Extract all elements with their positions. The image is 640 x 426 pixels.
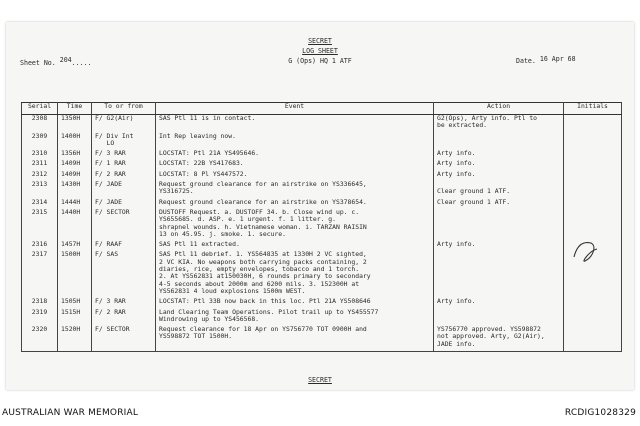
table-row — [22, 171, 622, 181]
row-initials — [564, 150, 622, 160]
row-event: LOCSTAT: 22B YS417683. — [156, 160, 434, 170]
row-time: 1520H — [58, 326, 92, 351]
table-row — [22, 181, 622, 199]
row-serial: 2315 — [22, 209, 58, 241]
col-serial: Serial — [22, 103, 58, 115]
row-to-or-from: F/ SECTOR — [92, 326, 156, 351]
row-event: Request clearance for 18 Apr on YS756770 TOT 0900H and YS598872 TOT 1500H. — [156, 326, 434, 351]
row-time: 1350H — [58, 115, 92, 133]
row-serial: 2316 — [22, 241, 58, 251]
log-table — [21, 102, 622, 352]
row-action — [434, 251, 564, 298]
row-to-or-from: F/ 2 RAR — [92, 171, 156, 181]
row-event: Int Rep leaving now. — [156, 133, 434, 151]
row-event: Request ground clearance for an airstrike on YS378654. — [156, 199, 434, 209]
log-sheet-page — [6, 22, 634, 390]
row-initials — [564, 309, 622, 327]
row-initials — [564, 209, 622, 241]
row-to-or-from: F/ 1 RAR — [92, 160, 156, 170]
row-action — [434, 309, 564, 327]
archive-reference: RCDIG1028329 — [564, 408, 636, 418]
row-serial: 2320 — [22, 326, 58, 351]
row-event: LOCSTAT: Ptl 33B now back in this loc. Ptl 21A YS508646 — [156, 298, 434, 308]
header-classification: SECRET — [308, 37, 332, 45]
row-to-or-from: F/ 2 RAR — [92, 309, 156, 327]
col-initials: Initials — [564, 103, 622, 115]
row-action: Arty info. — [434, 171, 564, 181]
archive-source: AUSTRALIAN WAR MEMORIAL — [2, 408, 139, 418]
table-row — [22, 241, 622, 251]
row-to-or-from: F/ SAS — [92, 251, 156, 298]
row-to-or-from: F/ G2(Air) — [92, 115, 156, 133]
row-to-or-from: F/ JADE — [92, 181, 156, 199]
row-to-or-from: F/ JADE — [92, 199, 156, 209]
col-action: Action — [434, 103, 564, 115]
row-initials — [564, 133, 622, 151]
row-initials — [564, 115, 622, 133]
table-row — [22, 160, 622, 170]
row-event: SAS Ptl 11 is in contact. — [156, 115, 434, 133]
row-serial: 2308 — [22, 115, 58, 133]
row-time: 1505H — [58, 298, 92, 308]
row-event: DUSTOFF Request. a. DUSTOFF 34. b. Close wind up. c. YS655685. d. ASP. e. 1 urgent. f. 1 litter. g. shrapnel wounds. h. Vietnamese woman. i. TARZAN RAISIN 13 on 45.95. j. smoke. 1. secure. — [156, 209, 434, 241]
row-event: LOCSTAT: 8 Pl YS447572. — [156, 171, 434, 181]
unit-name: G (Ops) HQ 1 ATF — [288, 57, 352, 65]
row-serial: 2319 — [22, 309, 58, 327]
row-time: 1409H — [58, 171, 92, 181]
row-time: 1356H — [58, 150, 92, 160]
row-action — [434, 133, 564, 151]
row-time: 1409H — [58, 160, 92, 170]
table-row — [22, 199, 622, 209]
col-time: Time — [58, 103, 92, 115]
table-row — [22, 298, 622, 308]
row-serial: 2311 — [22, 160, 58, 170]
row-time: 1457H — [58, 241, 92, 251]
sheet-number-field: Sheet No. 204..... — [20, 56, 92, 67]
date-label: Date — [516, 57, 532, 65]
row-initials — [564, 251, 622, 298]
row-action: Arty info. — [434, 150, 564, 160]
row-to-or-from: F/ RAAF — [92, 241, 156, 251]
row-action: G2(Ops), Arty info. Ptl to be extracted. — [434, 115, 564, 133]
footer-classification: SECRET — [308, 376, 332, 384]
row-initials — [564, 199, 622, 209]
row-serial: 2314 — [22, 199, 58, 209]
col-event: Event — [156, 103, 434, 115]
table-row — [22, 309, 622, 327]
row-action: Arty info. — [434, 241, 564, 251]
table-row — [22, 209, 622, 241]
row-to-or-from: F/ 3 RAR — [92, 298, 156, 308]
row-time: 1440H — [58, 209, 92, 241]
table-row — [22, 133, 622, 151]
date-field: Date. 16 Apr 68 — [516, 55, 576, 65]
row-initials — [564, 171, 622, 181]
row-to-or-from: F/ SECTOR — [92, 209, 156, 241]
row-serial: 2313 — [22, 181, 58, 199]
row-time: 1400H — [58, 133, 92, 151]
row-serial: 2309 — [22, 133, 58, 151]
row-event: Request ground clearance for an airstrike on YS336645, YS316725. — [156, 181, 434, 199]
row-action: Arty info. — [434, 298, 564, 308]
row-action: Arty info. — [434, 160, 564, 170]
row-initials — [564, 241, 622, 251]
row-initials — [564, 160, 622, 170]
row-time: 1500H — [58, 251, 92, 298]
log-title: LOG SHEET — [302, 47, 338, 55]
row-action: Clear ground 1 ATF. — [434, 181, 564, 199]
date-value: 16 Apr 68 — [539, 55, 576, 63]
row-serial: 2312 — [22, 171, 58, 181]
row-action — [434, 209, 564, 241]
table-row — [22, 251, 622, 298]
row-initials — [564, 181, 622, 199]
row-to-or-from: F/ 3 RAR — [92, 150, 156, 160]
row-time: 1515H — [58, 309, 92, 327]
table-header-row — [22, 103, 622, 115]
row-serial: 2318 — [22, 298, 58, 308]
row-event: SAS Ptl 11 extracted. — [156, 241, 434, 251]
table-row — [22, 326, 622, 351]
sheet-number: 204 — [59, 56, 72, 64]
row-event: SAS Ptl 11 debrief. 1. YS564835 at 1330H 2 VC sighted, 2 VC KIA. No weapons both carrying packs containing, 2 diaries, rice, empty envelopes, tobacco and 1 torch. 2. At YS562831 at150030H, 6 rounds primary to secondary 4-5 seconds about 2000m and 6200 mils. 3. 152300H at YS562831 4 loud explosions 1500m WEST. — [156, 251, 434, 298]
row-serial: 2310 — [22, 150, 58, 160]
row-time: 1444H — [58, 199, 92, 209]
row-to-or-from: F/ Div Int LO — [92, 133, 156, 151]
row-serial: 2317 — [22, 251, 58, 298]
col-to-or-from: To or from — [92, 103, 156, 115]
row-event: Land Clearing Team Operations. Pilot trail up to YS455577 Windrowing up to YS456568. — [156, 309, 434, 327]
table-row — [22, 115, 622, 133]
row-initials — [564, 326, 622, 351]
row-time: 1430H — [58, 181, 92, 199]
row-action: Clear ground 1 ATF. — [434, 199, 564, 209]
row-event: LOCSTAT: Ptl 21A YS495646. — [156, 150, 434, 160]
row-action: YS756770 approved. YS598872 not approved. Arty, G2(Air), JADE info. — [434, 326, 564, 351]
sheet-label: Sheet No. — [20, 59, 56, 67]
table-row — [22, 150, 622, 160]
row-initials — [564, 298, 622, 308]
